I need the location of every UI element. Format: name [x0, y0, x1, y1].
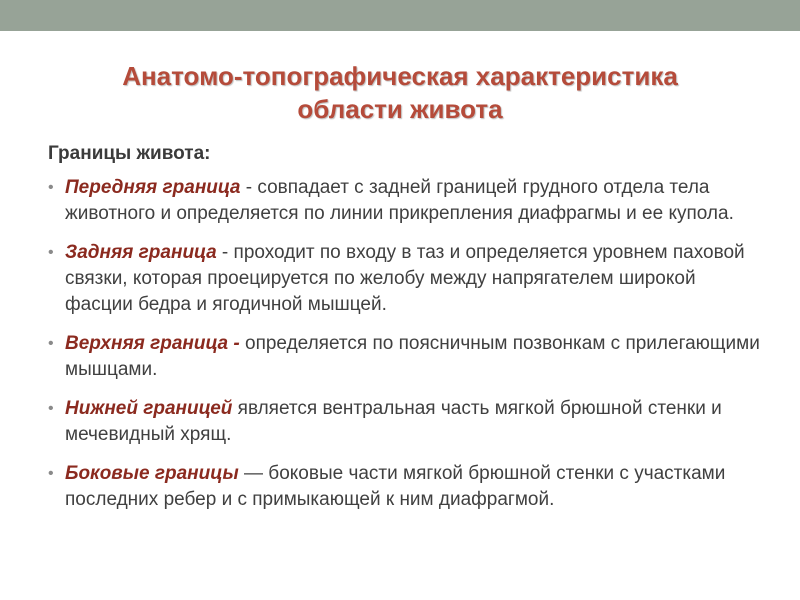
bullet-marker: • — [48, 335, 54, 352]
list-item-front-boundary — [48, 175, 768, 227]
top-decorative-bar — [0, 0, 800, 31]
description-front-boundary: - совпадает с задней границей грудного отдела тела животного и определяется по линии прикрепления диафрагмы и ее купола. — [65, 177, 734, 224]
bullet-marker: • — [48, 244, 54, 261]
slide-title-line-2: области живота — [297, 94, 503, 124]
term-front-boundary: Передняя граница — [65, 177, 241, 198]
list-item-upper-boundary — [48, 331, 768, 383]
description-side-boundaries: — боковые части мягкой брюшной стенки с участками последних ребер и с примыкающей к ним диафрагмой. — [65, 463, 726, 510]
bullet-marker: • — [48, 465, 54, 482]
description-back-boundary: - проходит по входу в таз и определяется уровнем паховой связки, которая проецируется по желобу между напрягателем широкой фасции бедра и ягодичной мышцей. — [65, 242, 745, 315]
list-item-side-boundaries — [48, 461, 768, 513]
slide-title-line-1: Анатомо-топографическая характеристика — [122, 61, 678, 91]
list-item-lower-boundary — [48, 396, 768, 448]
list-item-back-boundary — [48, 240, 768, 318]
term-side-boundaries: Боковые границы — [65, 463, 239, 484]
bullet-marker: • — [48, 400, 54, 417]
description-lower-boundary: является вентральная часть мягкой брюшной стенки и мечевидный хрящ. — [65, 398, 722, 445]
section-heading: Границы живота: — [48, 143, 211, 164]
description-upper-boundary: определяется по поясничным позвонкам с прилегающими мышцами. — [65, 333, 760, 380]
bullet-marker: • — [48, 179, 54, 196]
term-lower-boundary: Нижней границей — [65, 398, 233, 419]
term-back-boundary: Задняя граница — [65, 242, 217, 263]
slide-title — [0, 60, 800, 126]
term-upper-boundary: Верхняя граница - — [65, 333, 240, 354]
boundaries-list — [48, 175, 768, 526]
